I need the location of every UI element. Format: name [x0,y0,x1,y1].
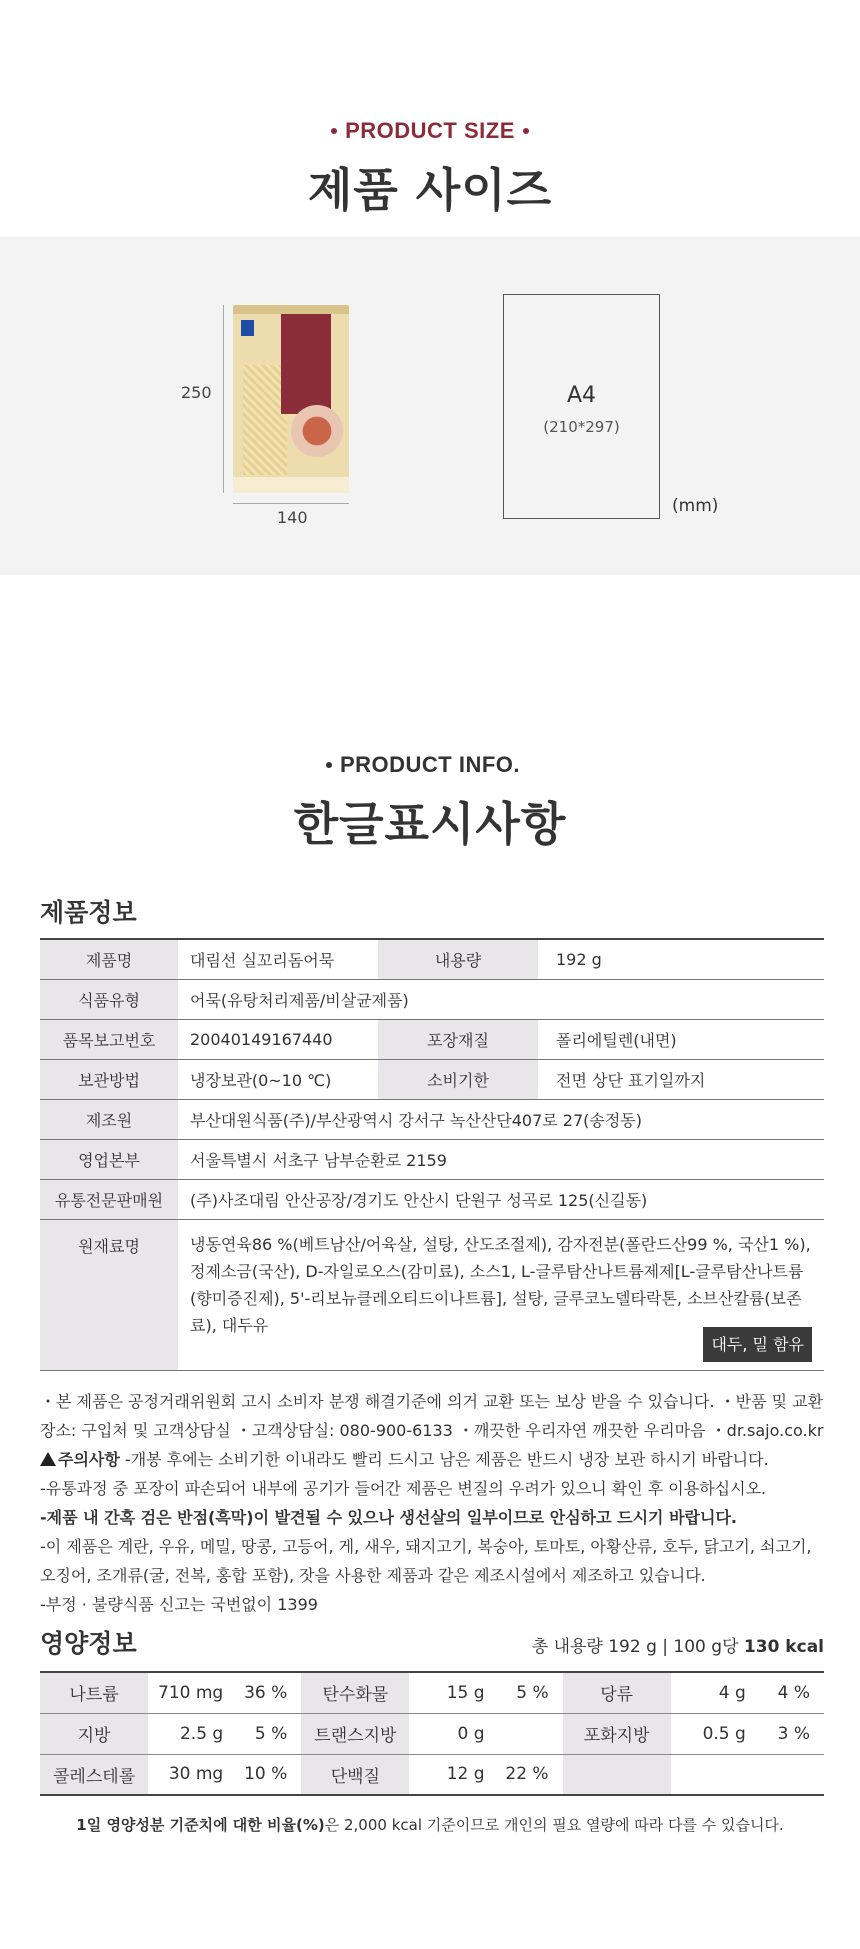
info-section-header [0,752,860,854]
ingredients-label: 원재료명 [40,1219,178,1370]
package-value: 폴리에틸렌(내면) [538,1019,824,1059]
type-label: 식품유형 [40,979,178,1019]
table-row [40,1713,824,1754]
caution-title: 주의사항 [58,1450,120,1469]
info-eyebrow [0,752,860,778]
notes-line: -유통과정 중 포장이 파손되어 내부에 공기가 들어간 제품은 변질의 우려가 있으니 확인 후 이용하십시오. [40,1479,767,1498]
package-top-strip [233,305,349,314]
dot-left [331,128,337,134]
nutrient-name: 콜레스테롤 [40,1754,148,1795]
size-eyebrow [0,118,860,144]
nutrient-name: 당류 [563,1672,671,1713]
a4-reference-box [503,294,660,519]
name-label: 제품명 [40,939,178,979]
package-label-band [281,314,331,414]
footnote-rest: 은 2,000 kcal 기준이므로 개인의 필요 열량에 따라 다를 수 있습니다. [324,1816,784,1834]
table-row [40,1019,824,1059]
table-row [40,1139,824,1179]
nutrient-amount: 2.5 g [148,1713,231,1754]
nutrient-pct: 5 % [231,1713,301,1754]
nutrient-name: 단백질 [301,1754,409,1795]
notes-line: ・본 제품은 공정거래위원회 고시 소비자 분쟁 해결기준에 의거 교환 또는 보상 받을 수 있습니다. ・반품 및 교환장소: 구입처 및 고객상담실 ・고객상담실: 080-900-6133 ・깨끗한 우리자연 깨끗한 우리마음 ・dr.sajo.co.kr [40,1392,824,1440]
expiry-value: 전면 상단 표기일까지 [538,1059,824,1099]
nutrient-amount: 12 g [409,1754,492,1795]
nutrient-amount: 30 mg [148,1754,231,1795]
dot-right [523,128,529,134]
nutrient-name: 나트륨 [40,1672,148,1713]
nutrient-pct: 5 % [493,1672,563,1713]
nutrition-kcal: 130 kcal [743,1637,824,1657]
name-value: 대림선 실꼬리돔어묵 [178,939,378,979]
ingredients-value: 냉동연육86 %(베트남산/어육살, 설탕, 산도조절제), 감자전분(폴란드산99 %, 국산1 %), 정제소금(국산), D-자일로오스(감미료), 소스1, L-글루탐산나트륨제제[L-글루탐산나트륨(향미증진제), 5'-리보뉴클레오티드이나트륨], 설탕, 글루코노델타락톤, 소브산칼륨(보존료), 대두유 [190,1234,811,1335]
type-value: 어묵(유탕처리제품/비살균제품) [178,979,824,1019]
notes-line: -제품 내 간혹 검은 반점(흑막)이 발견될 수 있으나 생선살의 일부이므로 안심하고 드시기 바랍니다. [40,1508,737,1527]
width-dimension-line [233,503,349,504]
nutrient-pct: 4 % [754,1672,824,1713]
table-row [40,1099,824,1139]
nutrition-table [40,1671,824,1796]
size-heading: 제품 사이즈 [307,163,553,217]
width-label: 140 [277,508,308,527]
warning-icon [40,1452,56,1466]
table-row [40,1219,824,1370]
size-eyebrow-text: PRODUCT SIZE [345,118,515,143]
empty-cell [671,1754,754,1795]
report-value: 20040149167440 [178,1019,378,1059]
table-row [40,1179,824,1219]
nutrition-total [532,1632,824,1660]
product-package-image [233,305,349,493]
unit-label: (mm) [672,496,719,516]
nutrient-pct: 22 % [493,1754,563,1795]
nutrient-amount: 15 g [409,1672,492,1713]
size-section-header [0,118,860,220]
product-info-table [40,938,824,1371]
height-dimension-line [223,305,224,493]
allergen-badge: 대두, 밀 함유 [703,1327,812,1362]
info-heading: 한글표시사항 [293,797,567,851]
table-row [40,1754,824,1795]
nutrient-pct [493,1713,563,1754]
empty-cell [754,1754,824,1795]
distributor-value: (주)사조대림 안산공장/경기도 안산시 단원구 성곡로 125(신길동) [178,1179,824,1219]
sales-value: 서울특별시 서초구 남부순환로 2159 [178,1139,824,1179]
nutrition-footnote [0,1814,860,1835]
table-row [40,1672,824,1713]
caution-line [40,1445,830,1474]
nutrient-amount: 4 g [671,1672,754,1713]
volume-label: 내용량 [378,939,538,979]
brand-logo [241,320,254,336]
nutrient-pct: 10 % [231,1754,301,1795]
a4-title: A4 [566,383,597,408]
table-row [40,939,824,979]
package-bottom-strip [233,477,349,493]
bowl-illustration [291,405,343,457]
sales-label: 영업본부 [40,1139,178,1179]
report-label: 품목보고번호 [40,1019,178,1059]
notes-block [40,1387,830,1619]
nutrient-name: 탄수화물 [301,1672,409,1713]
distributor-label: 유통전문판매원 [40,1179,178,1219]
storage-label: 보관방법 [40,1059,178,1099]
nutrient-amount: 710 mg [148,1672,231,1713]
height-label: 250 [181,383,212,402]
table-row [40,1059,824,1099]
nutrient-amount: 0.5 g [671,1713,754,1754]
empty-cell [563,1754,671,1795]
product-info-title: 제품정보 [40,898,137,927]
size-illustration-area [0,237,860,575]
nutrient-name: 포화지방 [563,1713,671,1754]
nutrient-name: 트랜스지방 [301,1713,409,1754]
storage-value: 냉장보관(0~10 ℃) [178,1059,378,1099]
nutrient-pct: 3 % [754,1713,824,1754]
maker-label: 제조원 [40,1099,178,1139]
notes-line: -부정 · 불량식품 신고는 국번없이 1399 [40,1595,318,1614]
info-eyebrow-text: PRODUCT INFO. [339,752,521,777]
notes-line: -이 제품은 계란, 우유, 메밀, 땅콩, 고등어, 게, 새우, 돼지고기, 복숭아, 토마토, 아황산류, 호두, 닭고기, 쇠고기, 오징어, 조개류(굴, 전복, 홍합 포함), 잣을 사용한 제품과 같은 제조시설에서 제조하고 있습니다. [40,1537,812,1585]
a4-dimensions: (210*297) [543,418,620,436]
footnote-bold: 1일 영양성분 기준치에 대한 비율(%) [76,1816,325,1834]
maker-value: 부산대원식품(주)/부산광역시 강서구 녹산산단407로 27(송정동) [178,1099,824,1139]
nutrition-title: 영양정보 [40,1629,137,1658]
dot-left [326,762,332,768]
nutrition-total-prefix: 총 내용량 192 g | 100 g당 [531,1637,744,1657]
nutrient-amount: 0 g [409,1713,492,1754]
caution-text: -개봉 후에는 소비기한 이내라도 빨리 드시고 남은 제품은 반드시 냉장 보관 하시기 바랍니다. [119,1450,769,1469]
table-row [40,979,824,1019]
nutrient-pct: 36 % [231,1672,301,1713]
expiry-label: 소비기한 [378,1059,538,1099]
package-label: 포장재질 [378,1019,538,1059]
nutrition-header [40,1624,824,1660]
nutrient-name: 지방 [40,1713,148,1754]
volume-value: 192 g [538,939,824,979]
ingredients-cell [178,1219,824,1370]
